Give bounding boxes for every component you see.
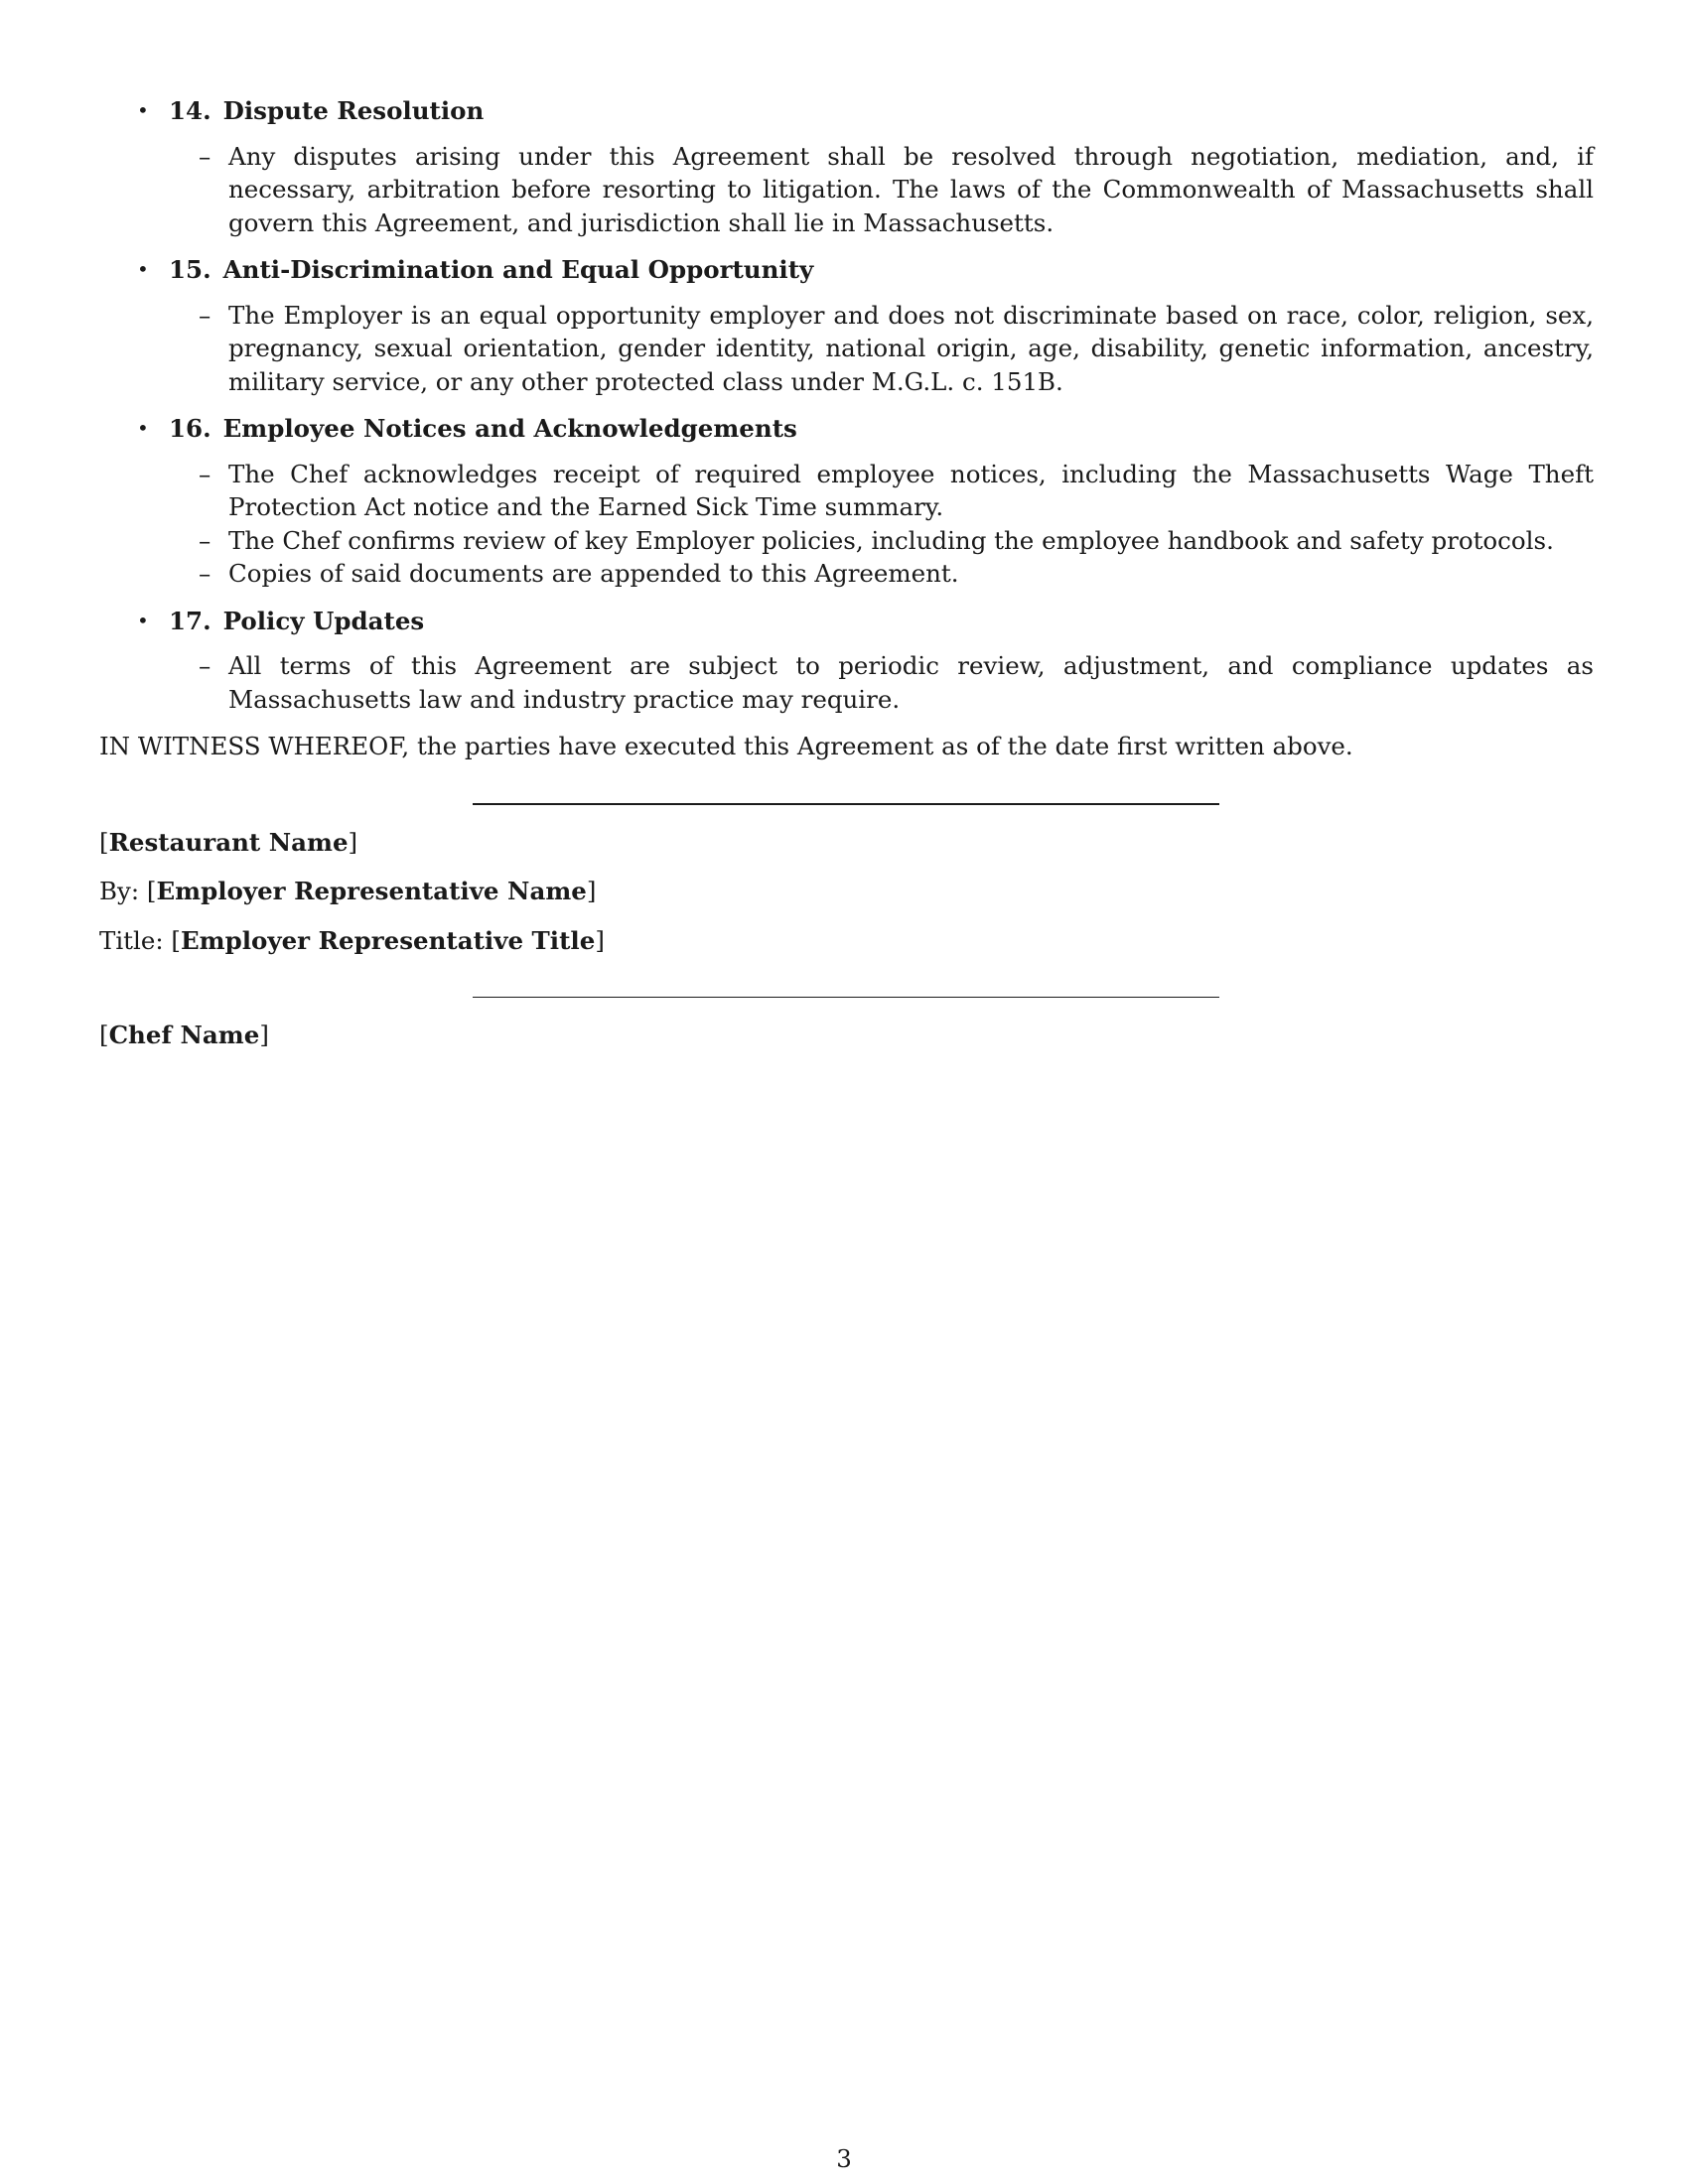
section-policy-updates [99, 605, 1594, 717]
section-number: 17. [169, 606, 211, 635]
page-number: 3 [836, 2144, 852, 2173]
section-items [169, 458, 1594, 591]
list-item: – The Chef acknowledges receipt of required employee notices, including the Massachusetts Wage Theft Protection Act notice and the Earned Sick Time summary. [169, 458, 1594, 524]
chef-name: Chef Name [108, 1021, 260, 1049]
employer-representative-name: Employer Representative Name [156, 877, 587, 905]
restaurant-name-row: [Restaurant Name] [99, 827, 358, 857]
section-list [99, 94, 1594, 716]
section-heading [169, 253, 1594, 287]
employer-representative-title: Employer Representative Title [180, 925, 596, 955]
section-items [169, 140, 1594, 240]
section-number: 14. [169, 96, 211, 125]
restaurant-name: Restaurant Name [108, 827, 349, 857]
list-item: – Any disputes arising under this Agreement shall be resolved through negotiation, mediation, and, if necessary, arbitration before resorting to litigation. The laws of the Commonwealth of Massachusetts shall govern this Agreement, and jurisdiction shall lie in Massachusetts. [169, 140, 1594, 240]
by-label: By: [99, 877, 140, 905]
section-anti-discrimination [99, 253, 1594, 398]
list-item: – The Employer is an equal opportunity employer and does not discriminate based on race, color, religion, sex, pregnancy, sexual orientation, gender identity, national origin, age, disability, genetic information, ancestry, military service, or any other protected class under M.G.L. c. 151B. [169, 299, 1594, 399]
title-label: Title: [99, 925, 164, 955]
section-items [169, 299, 1594, 399]
employer-signature-line[interactable] [473, 803, 1219, 805]
section-dispute-resolution [99, 94, 1594, 239]
list-item: – All terms of this Agreement are subject to periodic review, adjustment, and compliance updates as Massachusetts law and industry practice may require. [169, 649, 1594, 716]
section-number: 15. [169, 255, 211, 284]
section-title: Anti-Discrimination and Equal Opportunity [222, 255, 814, 284]
list-item: – Copies of said documents are appended to this Agreement. [169, 557, 1594, 591]
chef-name-row: [Chef Name] [99, 1021, 269, 1049]
section-items [169, 649, 1594, 716]
employer-title-row: Title: [Employer Representative Title] [99, 925, 605, 955]
section-title: Dispute Resolution [222, 96, 485, 125]
section-title: Policy Updates [222, 606, 425, 635]
section-title: Employee Notices and Acknowledgements [222, 414, 797, 443]
list-item: – The Chef confirms review of key Employer policies, including the employee handbook and safety protocols. [169, 524, 1594, 558]
witness-clause: IN WITNESS WHEREOF, the parties have executed this Agreement as of the date first written above. [99, 732, 1353, 760]
chef-signature-line[interactable] [473, 997, 1219, 998]
section-number: 16. [169, 414, 211, 443]
section-heading [169, 412, 1594, 446]
section-employee-notices [99, 412, 1594, 591]
section-heading [169, 605, 1594, 638]
employer-by-row: By: [Employer Representative Name] [99, 877, 597, 905]
document-page [99, 94, 1594, 1052]
section-heading [169, 94, 1594, 128]
